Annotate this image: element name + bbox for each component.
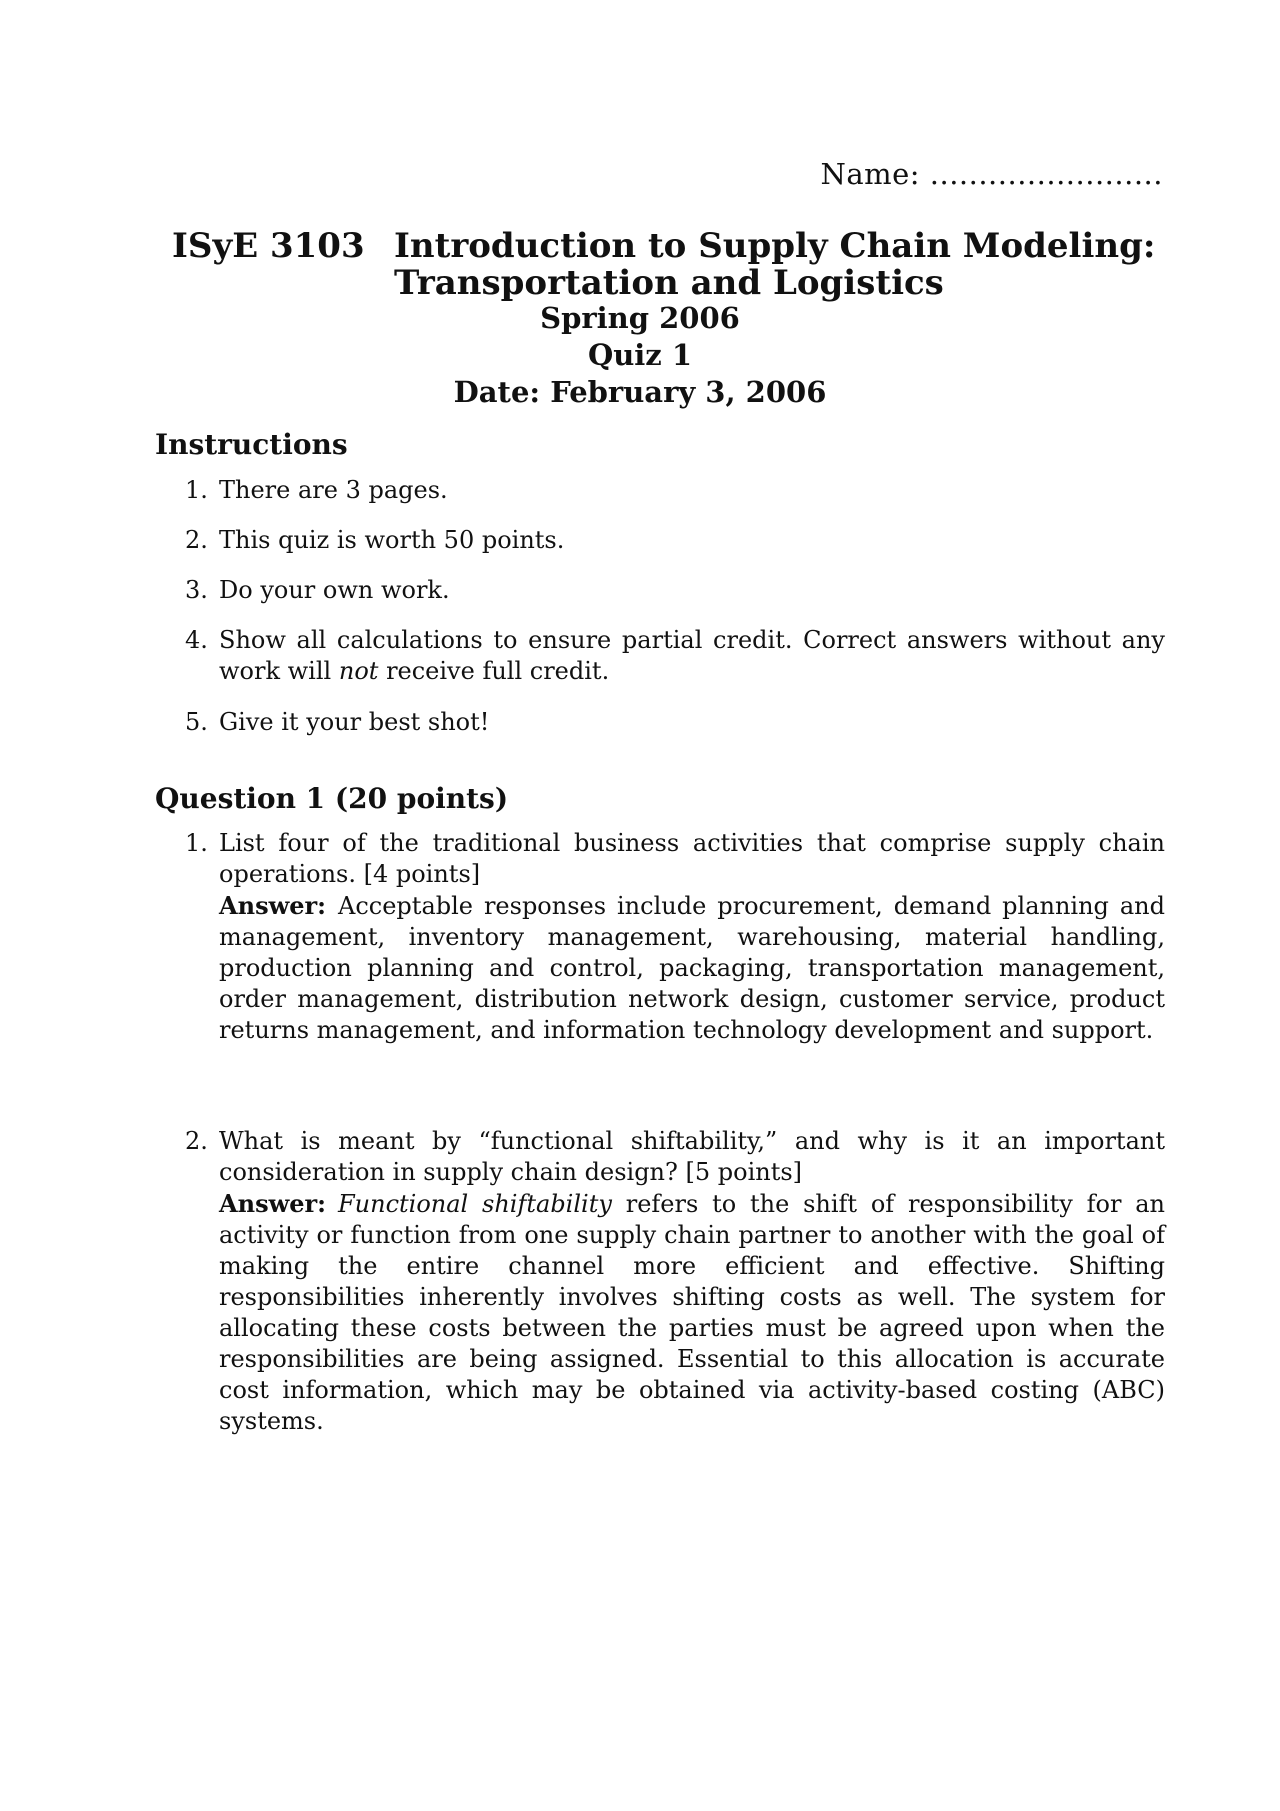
part-number: 1. bbox=[185, 829, 208, 857]
list-item bbox=[185, 575, 1165, 606]
part-number: 2. bbox=[185, 1127, 208, 1155]
part-prompt: What is meant by “functional shiftability,” and why is it an important consideration in supply chain design? [5 points] bbox=[219, 1127, 1165, 1186]
quiz-meta bbox=[0, 300, 1280, 411]
question-part bbox=[185, 1126, 1165, 1437]
quiz-date: Date: February 3, 2006 bbox=[453, 375, 827, 409]
part-body bbox=[219, 1126, 1165, 1437]
item-text-emphasis: not bbox=[338, 657, 379, 685]
answer-label: Answer: bbox=[219, 891, 327, 920]
course-title bbox=[394, 228, 1172, 302]
course-title-block bbox=[172, 228, 1172, 302]
part-answer bbox=[219, 1188, 1165, 1437]
item-number: 1. bbox=[185, 476, 208, 504]
quiz-number: Quiz 1 bbox=[587, 338, 693, 372]
course-code: ISyE 3103 bbox=[172, 226, 365, 266]
part-prompt: List four of the traditional business activities that comprise supply chain operations. [4 points] bbox=[219, 829, 1165, 888]
answer-label: Answer: bbox=[219, 1189, 327, 1218]
item-number: 4. bbox=[185, 626, 208, 654]
item-number: 5. bbox=[185, 708, 208, 736]
item-text: There are 3 pages. bbox=[219, 476, 448, 504]
answer-text: refers to the shift of responsibility for an activity or function from one supply chain partner to another with the goal of making the entire channel more efficient and effective. Shifting responsibilities inherently involves shifting costs as well. The system for allocating these costs between the parties must be agreed upon when the responsibilities are being assigned. Essential to this allocation is accurate cost information, which may be obtained via activity-based costing (ABC) systems. bbox=[219, 1190, 1166, 1435]
item-number: 2. bbox=[185, 526, 208, 554]
item-text bbox=[219, 625, 1165, 687]
item-text-part: Show all calculations to ensure partial credit. Correct answers without any work will bbox=[219, 626, 1165, 685]
item-number: 3. bbox=[185, 576, 208, 604]
part-answer bbox=[219, 890, 1165, 1046]
list-item bbox=[185, 525, 1165, 556]
item-text-part: receive full credit. bbox=[386, 657, 610, 685]
course-title-line2: Transportation and Logistics bbox=[394, 263, 944, 303]
course-title-row bbox=[172, 228, 1172, 302]
item-text: Do your own work. bbox=[219, 576, 450, 604]
question-part bbox=[185, 828, 1165, 1046]
name-field-line: Name: ........................ bbox=[820, 157, 1163, 191]
answer-emphasis: Functional shiftability bbox=[338, 1190, 612, 1218]
item-text: Give it your best shot! bbox=[219, 708, 490, 736]
item-text: This quiz is worth 50 points. bbox=[219, 526, 565, 554]
course-title-line1: Introduction to Supply Chain Modeling: bbox=[394, 226, 1156, 266]
part-body bbox=[219, 828, 1165, 1046]
instructions-heading: Instructions bbox=[155, 428, 348, 461]
list-item bbox=[185, 625, 1165, 687]
list-item bbox=[185, 475, 1165, 506]
question1-heading: Question 1 (20 points) bbox=[155, 782, 509, 815]
term: Spring 2006 bbox=[540, 301, 740, 335]
answer-text: Acceptable responses include procurement, demand planning and management, inventory management, warehousing, material handling, production planning and control, packaging, transportation management, order management, distribution network design, customer service, product returns management, and information technology development and support. bbox=[219, 892, 1165, 1044]
list-item bbox=[185, 707, 1165, 738]
